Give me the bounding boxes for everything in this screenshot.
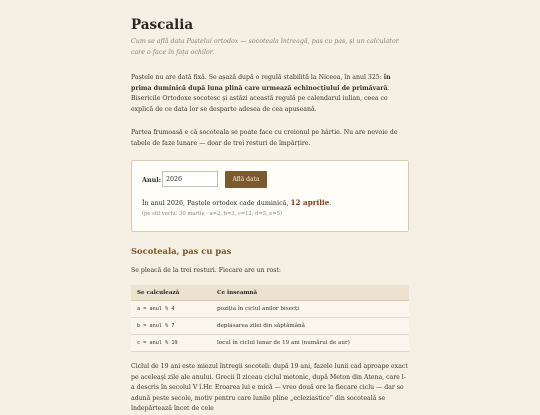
calculator-box (131, 160, 409, 232)
intro-text-b: . Bisericile Ortodoxe socotesc și astăzi această regulă pe calendarul iulian, ceea ce explică de ce data lor se desparte adesea de cea apuseană. (131, 84, 390, 113)
page-title: Pascalia (131, 17, 194, 33)
intro-paragraph-2: Partea frumoasă e că socoteala se poate face cu creionul pe hârtie. Nu are nevoie de tabele de faze lunare — doar de trei resturi de împărțire. (131, 129, 398, 147)
table-row (131, 335, 409, 352)
page-subtitle: Cum se află data Paștelui ortodox — socoteala întreagă, pas cu pas, și un calculator care o face în fața ochilor. (131, 38, 399, 56)
result-suffix: . (329, 199, 332, 207)
remainders-table (131, 285, 409, 352)
table-row (131, 301, 409, 318)
metonic-paragraph: Ciclul de 19 ani este miezul întregii socoteli: după 19 ani, fazele lunii cad aproape exact pe aceleași zile ale anului. Grecii îl ziceau ciclul metonic, după Meton din Atena, care l-a descris în secolul V î.Hr. Eroarea lui e mică — vreo două ore la fiecare ciclu — dar se adună peste secole, motiv pentru care lunile pline „ecleziastice” din socoteală se îndepărtează încet de cele (131, 363, 408, 413)
result-prefix: În anul 2026, Paștele ortodox cade duminică, (142, 199, 291, 207)
section-title: Socoteala, pas cu pas (131, 246, 232, 256)
table-header-cell: Ce înseamnă (211, 285, 409, 301)
result-note: (pe stil vechi: 30 martie · a=2, b=3, c=12, d=5, e=5) (142, 211, 283, 217)
result-date: 12 aprilie (290, 198, 330, 207)
year-label: Anul: (142, 176, 162, 184)
table-cell-meaning: deplasarea zilei din săptămână (211, 318, 409, 335)
result-text (142, 198, 404, 208)
table-cell-meaning: poziția în ciclul anilor bisecți (211, 301, 409, 318)
intro-paragraph (131, 73, 409, 115)
table-cell-meaning: locul în ciclul lunar de 19 ani (numărul de aur) (211, 335, 409, 352)
year-input[interactable] (162, 171, 218, 187)
intro-rule-bold: în prima duminică după luna plină care urmează echinocțiului de primăvară (131, 74, 391, 92)
section-intro: Se pleacă de la trei resturi. Fiecare are un rost: (131, 267, 282, 274)
table-cell-formula: c = anul % 19 (131, 335, 211, 352)
table-cell-formula: b = anul % 7 (131, 318, 211, 335)
intro-text-a: Paștele nu are dată fixă. Se așază după o regulă stabilită la Niceea, în anul 325: (131, 74, 384, 81)
table-header-cell: Se calculează (131, 285, 211, 301)
table-row (131, 318, 409, 335)
table-cell-formula: a = anul % 4 (131, 301, 211, 318)
calculate-button[interactable]: Află data (225, 171, 267, 188)
table-header-row (131, 285, 409, 301)
